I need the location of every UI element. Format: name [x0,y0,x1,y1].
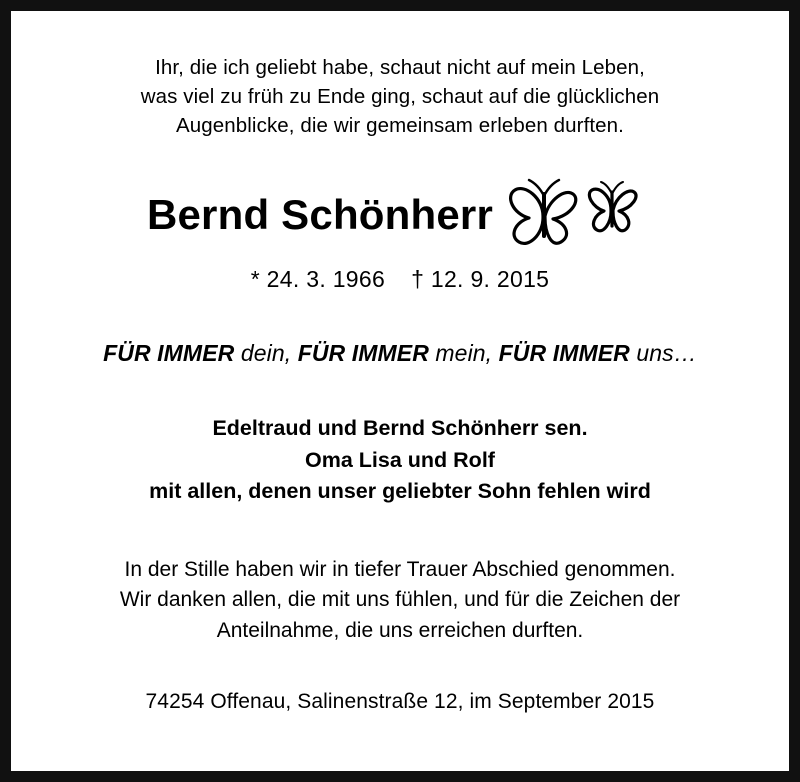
death-date: 12. 9. 2015 [430,266,550,293]
life-dates [251,266,550,293]
epitaph-verse [141,53,660,140]
forever-bold-3: FÜR IMMER [498,340,630,367]
mourners-line: Edeltraud und Bernd Schönherr sen. [212,416,588,441]
thanks-line: Wir danken allen, die mit uns fühlen, und für die Zeichen der [119,588,681,612]
forever-line [103,340,697,367]
thanks-line: Anteilnahme, die uns erreichen durften. [216,618,584,642]
butterflies-icon [503,174,653,250]
epitaph-line: Ihr, die ich geliebt habe, schaut nicht auf mein Leben, [155,56,645,79]
place-and-date: 74254 Offenau, Salinenstraße 12, im September 2015 [145,690,655,714]
birth-date: 24. 3. 1966 [266,266,386,293]
death-symbol: † [411,266,425,293]
forever-rest-2: mein, [428,340,499,367]
forever-rest-1: dein, [234,340,298,367]
death-date-group [411,266,549,293]
epitaph-line: Augenblicke, die wir gemeinsam erleben durften. [176,114,624,138]
mourners-line: mit allen, denen unser geliebter Sohn fehlen wird [149,478,651,503]
name-row [59,180,741,250]
thanks-line: In der Stille haben wir in tiefer Trauer Abschied genommen. [124,557,676,581]
forever-bold-1: FÜR IMMER [103,340,235,367]
birth-symbol: * [250,266,260,293]
forever-rest-3: uns… [629,340,697,367]
forever-bold-2: FÜR IMMER [297,340,429,367]
epitaph-line: was viel zu früh zu Ende ging, schaut auf die glücklichen [140,85,660,109]
thanks-block [120,555,680,646]
mourners-block [149,413,651,507]
deceased-name: Bernd Schönherr [146,191,494,239]
birth-date-group [251,266,385,293]
mourners-line: Oma Lisa und Rolf [305,447,495,472]
